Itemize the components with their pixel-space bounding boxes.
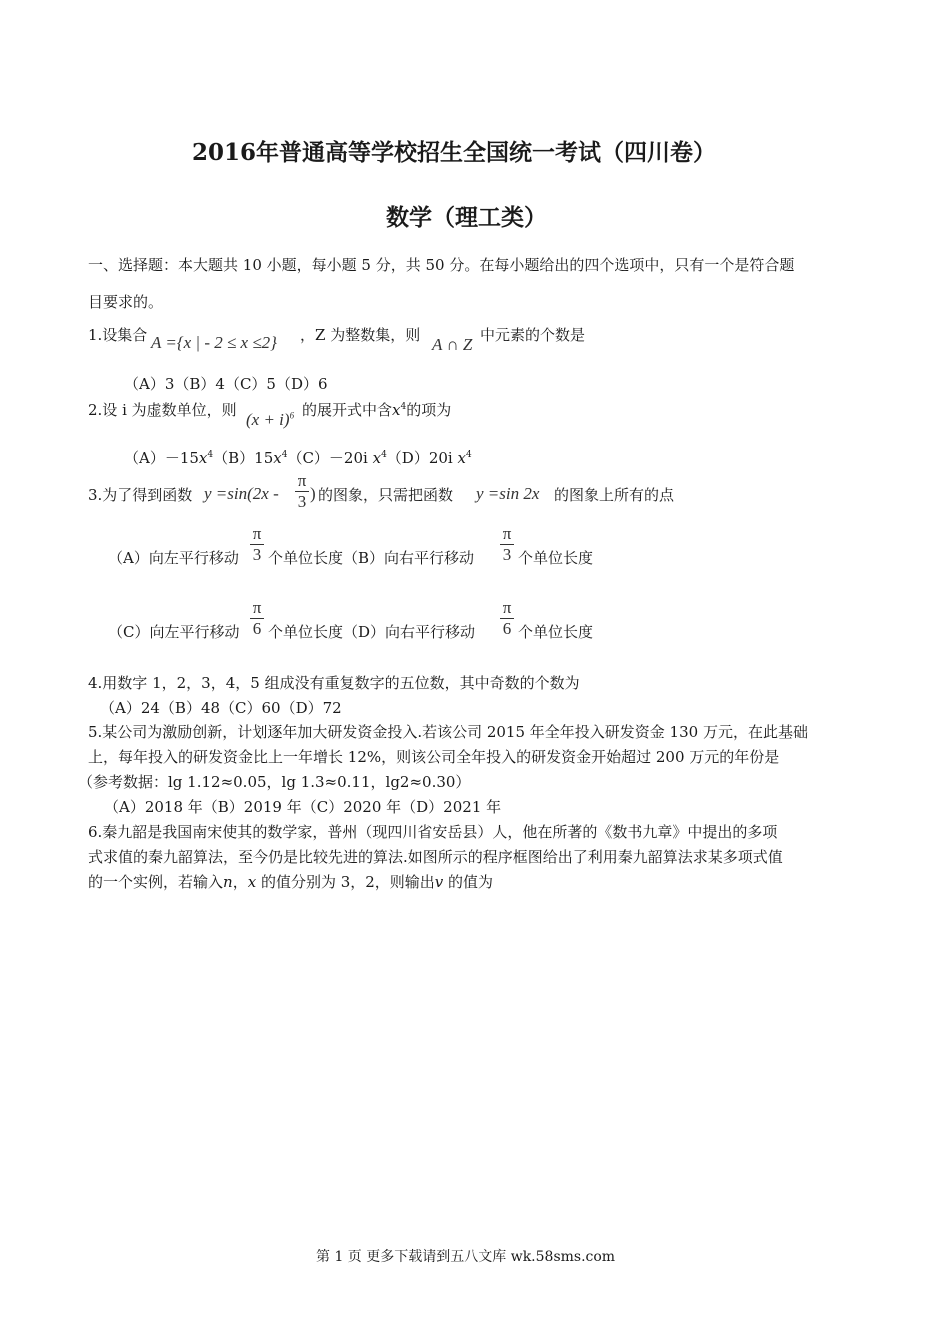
q1-suffix: 中元素的个数是: [480, 326, 586, 344]
q1-intersection: A ∩ Z: [432, 335, 473, 354]
q3-option-d-unit: 个单位长度: [518, 623, 594, 641]
q2-option-a: $(A)-15x^4$: [124, 449, 214, 467]
q5-line2: 上，每年投入的研发资金比上一年增长 12%，则该公司全年投入的研发资金开始超过 200 万元的年份是: [88, 748, 780, 766]
q3-function-2: y =sin 2x: [476, 484, 540, 503]
q3-option-b-fraction: π 3: [500, 525, 514, 564]
q3-option-a: （A）向左平行移动: [108, 549, 239, 567]
q6-line3: 的一个实例，若输入n，x 的值分别为 3，2，则输出v 的值为: [88, 873, 494, 891]
page-footer: 第 1 页 更多下载请到五八文库 wk.58sms.com: [316, 1249, 616, 1265]
q4-options: （A）24（B）48（C）60（D）72: [100, 699, 342, 717]
q2-option-c: （C）－20i $x^4$: [287, 449, 387, 467]
q1-options: （A）3（B）4（C）5（D）6: [124, 375, 328, 393]
q2-binomial-exponent: 6: [289, 410, 295, 421]
q2-suffix: 的展开式中含$x^4$的项为: [302, 401, 452, 419]
q1-prefix: 1.设集合: [88, 326, 148, 344]
q3-option-d: 个单位长度（D）向右平行移动: [268, 623, 476, 641]
q3-prefix: 3.为了得到函数: [88, 486, 193, 504]
q1-set-expression: A ={x | - 2 ≤ x ≤2}: [151, 333, 277, 352]
q3-fraction-pi-3: π 3: [295, 472, 309, 511]
q2-binomial: $(x + i)^6$: [246, 410, 295, 429]
q3-option-d-fraction: π 6: [500, 599, 514, 638]
q3-option-b: 个单位长度（B）向右平行移动: [268, 549, 475, 567]
q3-option-c: （C）向左平行移动: [108, 623, 240, 641]
q4-text: 4.用数字 1，2，3，4，5 组成没有重复数字的五位数，其中奇数的个数为: [88, 674, 580, 692]
section-intro-line1: 一、选择题：本大题共 10 小题，每小题 5 分，共 50 分。在每小题给出的四个选项中，只有一个是符合题: [88, 256, 795, 274]
q3-option-c-fraction: π 6: [250, 599, 264, 638]
q6-line1: 6.秦九韶是我国南宋使其的数学家，普州（现四川省安岳县）人，他在所著的《数书九章》中提出的多项: [88, 823, 778, 841]
q3-function-1-close: ): [310, 484, 316, 503]
q3-function-1: y =sin(2x -: [204, 484, 279, 503]
q5-line3: （参考数据：lg 1.12≈0.05，lg 1.3≈0.11，lg2≈0.30）: [78, 773, 471, 791]
q3-option-b-unit: 个单位长度: [518, 549, 594, 567]
q2-prefix: 2.设 i 为虚数单位，则: [88, 401, 237, 419]
q6-line2: 式求值的秦九韶算法，至今仍是比较先进的算法.如图所示的程序框图给出了利用秦九韶算法求某多项式值: [88, 848, 783, 866]
q5-options: （A）2018 年（B）2019 年（C）2020 年（D）2021 年: [104, 798, 502, 816]
q1-mid: ，Z 为整数集，则: [300, 326, 421, 344]
exam-title: 2016年普通高等学校招生全国统一考试（四川卷）: [192, 139, 717, 166]
q3-option-a-fraction: π 3: [250, 525, 264, 564]
q2-options: [124, 448, 472, 468]
q3-mid: 的图象，只需把函数: [318, 486, 454, 504]
q3-suffix: 的图象上所有的点: [554, 486, 675, 504]
q5-line1: 5.某公司为激励创新，计划逐年加大研发资金投入.若该公司 2015 年全年投入研发资金 130 万元，在此基础: [88, 723, 808, 741]
section-intro-line2: 目要求的。: [88, 293, 164, 311]
q2-option-b: $(B)15x^4$: [213, 449, 288, 467]
q2-option-d: （D）20i $x^4$: [386, 449, 472, 467]
exam-subtitle: 数学（理工类）: [386, 204, 547, 231]
